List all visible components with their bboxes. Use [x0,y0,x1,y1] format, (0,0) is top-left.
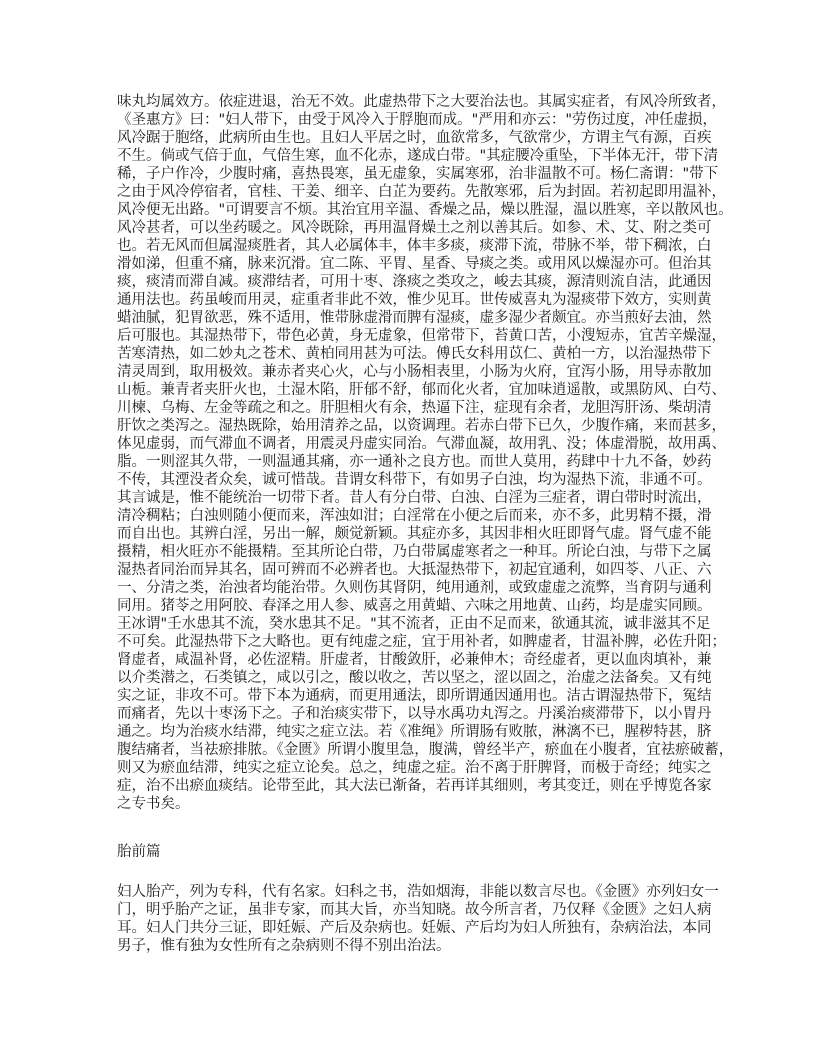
text-line: 男子，惟有独为女性所有之杂病则不得不别出治法。 [117,938,451,954]
text-line: 王冰谓"壬水患其不流，癸水患其不足。"其不流者，正由不足而来，欲通其流，诚非滋其不足 [117,616,711,632]
document-page [117,93,734,955]
text-line: 苦寒清热，如二妙丸之苍术、黄柏同用甚为可法。傅氏女科用苡仁、黄柏一方，以治湿热带下 [117,346,712,362]
text-line: 痰，痰清而滞自减。痰滞结者，可用十枣、涤痰之类攻之，峻去其痰，源清则流自洁，此通因 [117,274,712,290]
text-line: 症，治不出瘀血痰结。论带至此，其大法已渐备，若再详其细则，考其变迁，则在乎博览各家 [117,778,712,794]
text-line: 一、分清之类，治浊者均能治带。久则伤其肾阴，纯用通剂，或致虚虚之流弊，当育阴与通利 [117,580,712,596]
text-line: 通用法也。药虽峻而用灵，症重者非此不效，惟少见耳。世传威喜丸为湿痰带下效方，实则黄 [117,292,712,308]
text-line: 蜡油腻，犯胃欲恶，殊不适用，惟带脉虚滑而脾有湿痰，虚多湿少者颇宜。亦当煎好去油，然 [117,310,712,326]
text-line: 而自出也。其辨白淫，另出一解，颇觉新颖。其症亦多，其因非相火旺即肾气虚。肾气虚不能 [117,526,712,542]
text-line: 实之证，非攻不可。带下本为通病，而更用通法，即所谓通因通用也。洁古谓湿热带下，冤结 [117,688,712,704]
text-line: 风冷便无出路。"可谓要言不烦。其治宜用辛温、香燥之品，燥以胜湿，温以胜寒，辛以散风也。 [117,202,733,218]
text-line: 不生。倘或气倍于血，气倍生寒，血不化赤，遂成白带。"其症腰冷重坠，下半体无汗，带下清 [117,148,719,164]
text-line: 风冷甚者，可以坐药暖之。风冷既除，再用温肾燥土之剂以善其后。如参、术、艾、附之类可 [117,220,712,236]
text-line: 也。若无风而但属湿痰胜者，其人必属体丰，体丰多痰，痰滞下流，带脉不举，带下稠浓，白 [117,238,712,254]
text-line: 湿热者同治而异其名，固可辨而不必辨者也。大抵湿热带下，初起宜通利，如四苓、八正、六 [117,562,712,578]
paragraph-prenatal-intro [117,883,719,955]
text-line: 山栀。兼青者夹肝火也，土湿木陷，肝郁不舒，郁而化火者，宜加味逍遥散，或黑防风、白芍、 [117,382,726,398]
text-line: 风冷踞于胞络，此病所由生也。且妇人平居之时，血欲常多，气欲常少，方谓主气有源，百疾 [117,130,712,146]
text-line: 脂。一则涩其久带，一则温通其痛，亦一通补之良方也。而世人莫用，药肆中十九不备，妙药 [117,454,712,470]
text-line: 肝饮之类泻之。湿热既除，始用清养之品，以资调理。若赤白带下已久，少腹作痛，来而甚多， [117,418,726,434]
text-line: 则又为瘀血结滞，纯实之症立论矣。总之，纯虚之症。治不离于肝脾肾，而极于奇经；纯实之 [117,760,712,776]
text-line: 体见虚弱，而气滞血不调者，用震灵丹虚实同治。气滞血凝，故用乳、没；体虚滑脱，故用禹、 [117,436,726,452]
text-line: 门，明乎胎产之证，虽非专家，而其大旨，亦当知晓。故今所言者，乃仅释《金匮》之妇人病 [117,902,712,918]
text-line: 而痛者，先以十枣汤下之。子和治痰实带下，以导水禹功丸泻之。丹溪治痰滞带下，以小胃丹 [117,706,712,722]
text-line: 清灵周到，取用极效。兼赤者夹心火，心与小肠相表里，小肠为火府，宜泻小肠，用导赤散加 [117,364,712,380]
text-line: 清冷稠粘；白浊则随小便而来，浑浊如泔；白淫常在小便之后而来，亦不多，此男精不摄，滑 [117,508,712,524]
text-line: 通之。均为治痰水结滞，纯实之症立法。若《准绳》所谓肠有败脓，淋漓不已，腥秽特甚，脐 [117,724,712,740]
text-line: 妇人胎产，列为专科，代有名家。妇科之书，浩如烟海，非能以数言尽也。《金匮》亦列妇女一 [117,884,719,900]
section-heading: 胎前篇 [117,844,161,860]
text-line: 耳。妇人门共分三证，即妊娠、产后及杂病也。妊娠、产后均为妇人所独有，杂病治法，本同 [117,920,712,936]
text-line: 同用。猪苓之用阿胶、春泽之用人参、威喜之用黄蜡、六味之用地黄、山药，均是虚实同顾。 [117,598,712,614]
text-line: 之由于风冷停宿者，官桂、干姜、细辛、白芷为要药。先散寒邪，后为封固。若初起即用温补， [117,184,726,200]
text-line: 稀，子户作冷，少腹时痛，喜热畏寒，虽无虚象，实属寒邪，治非温散不可。杨仁斋谓："带下 [117,166,719,182]
text-line: 后可服也。其湿热带下，带色必黄，身无虚象，但常带下，苔黄口苦，小溲短赤，宜苦辛燥湿， [117,328,726,344]
text-line: 摄精，相火旺亦不能摄精。至其所论白带，乃白带属虚寒者之一种耳。所论白浊，与带下之属 [117,544,712,560]
text-line: 其言诚是，惟不能统治一切带下者。昔人有分白带、白浊、白淫为三症者，谓白带时时流出， [117,490,712,506]
text-line: 味丸均属效方。依症进退，治无不效。此虚热带下之大要治法也。其属实症者，有风冷所致者， [117,94,726,110]
text-line: 滑如涕，但重不痛，脉来沉滑。宜二陈、平胃、星香、导痰之类。或用风以燥湿亦可。但治其 [117,256,712,272]
text-line: 以介类潜之，石类镇之，咸以引之，酸以收之，苦以坚之，涩以固之，治虚之法备矣。又有纯 [117,670,712,686]
text-line: 不可矣。此湿热带下之大略也。更有纯虚之症，宜于用补者，如脾虚者，甘温补脾，必佐升阳； [117,634,726,650]
text-line: 《圣惠方》曰："妇人带下，由受于风冷入于脬胞而成。"严用和亦云："劳伤过度，冲任虚损， [117,112,718,128]
paragraph-leucorrhea-treatment [117,93,734,813]
text-line: 之专书矣。 [117,796,190,812]
text-line: 肾虚者，咸温补肾，必佐涩精。肝虚者，甘酸敛肝，必兼伸木；奇经虚者，更以血肉填补，兼 [117,652,712,668]
text-line: 川楝、乌梅、左金等疏之和之。肝胆相火有余，热逼下注，症现有余者，龙胆泻肝汤、柴胡清 [117,400,712,416]
text-line: 不传，其湮没者众矣，诚可惜哉。昔谓女科带下，有如男子白浊，均为湿热下流，非通不可。 [117,472,712,488]
text-line: 腹结痛者，当祛瘀排脓。《金匮》所谓小腹里急，腹满，曾经半产，瘀血在小腹者，宜祛瘀破蓄， [117,742,734,758]
